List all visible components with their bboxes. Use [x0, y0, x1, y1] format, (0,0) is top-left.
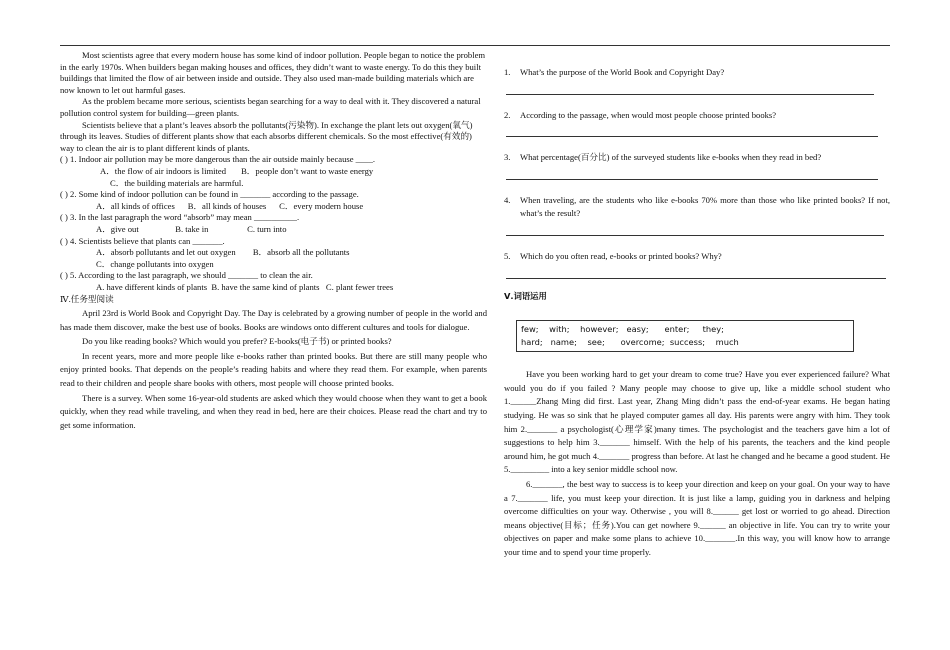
- question-4: ( ) 4. Scientists believe that plants can _______.: [60, 235, 225, 246]
- question-number: 1.: [504, 67, 511, 77]
- passage-paragraph: As the problem became more serious, scientists began searching for a way to deal with it. They discovered a natural pollution control system for building—green plants.: [60, 96, 481, 118]
- question-text: Which do you often read, e-books or printed books? Why?: [520, 250, 722, 261]
- passage2-paragraph: Do you like reading books? Which would you prefer? E-books(电子书) or printed books?: [82, 336, 392, 347]
- reading-question: [504, 194, 890, 221]
- question-text: What’s the purpose of the World Book and Copyright Day?: [520, 67, 725, 77]
- question-text: What percentage(百分比) of the surveyed students like e-books when they read in bed?: [520, 152, 822, 163]
- word-bank-box: [516, 320, 854, 352]
- answer-line[interactable]: [506, 80, 874, 95]
- question-4-options-ab: A．absorb pollutants and let out oxygen B．absorb all the pollutants: [96, 247, 350, 258]
- section-5-heading: Ⅴ.词语运用: [504, 290, 547, 301]
- question-1-options-ab: [60, 166, 487, 178]
- passage-paragraph: Most scientists agree that every modern house has some kind of indoor pollution. People began to notice the problem in the early 1970s. When builders began making houses and offices, they didn’t want to waste energy. To do this they built buildings that limited the flow of air between inside and outside. They also used man-made building materials which are now known to let out harmful gases.: [60, 50, 486, 95]
- question-4-option-c: C．change pollutants into oxygen: [96, 258, 214, 269]
- top-rule: [60, 45, 890, 46]
- answer-line[interactable]: [506, 264, 886, 279]
- passage2-paragraph: April 23rd is World Book and Copyright Day. The Day is celebrated by a growing number of people in the world and has made them discover, make the best use of books. Books are windows onto different cultures and tools for dialogue.: [60, 308, 487, 332]
- answer-line[interactable]: [506, 122, 878, 137]
- left-column: [60, 50, 487, 432]
- option-a: A．the flow of air indoors is limited: [100, 165, 227, 176]
- question-number: 5.: [504, 250, 511, 261]
- question-5-options: A. have different kinds of plants B. have the same kind of plants C. plant fewer trees: [96, 281, 394, 292]
- section-4-heading: Ⅳ.任务型阅读: [60, 294, 114, 305]
- option-c: C．the building materials are harmful.: [110, 177, 244, 188]
- passage2-paragraph: There is a survey. When some 16-year-old students are asked which they would choose when they want to get a book quickly, when they read while traveling, and when they read in bed, here are their choices. Please read the chart and try to get some information.: [60, 392, 487, 430]
- question-3: ( ) 3. In the last paragraph the word “absorb” may mean __________.: [60, 212, 300, 223]
- reading-question: [504, 250, 890, 264]
- question-3-options: A．give out B. take in C. turn into: [96, 223, 287, 234]
- reading-question: [504, 151, 890, 165]
- answer-line[interactable]: [506, 221, 884, 236]
- question-number: 2.: [504, 109, 511, 120]
- question-text: According to the passage, when would most people choose printed books?: [520, 109, 777, 120]
- question-2-options: A．all kinds of offices B．all kinds of houses C．every modern house: [96, 200, 364, 211]
- word-bank-line: hard; name; see; overcome; success; much: [521, 337, 739, 348]
- passage-paragraph: Scientists believe that a plant’s leaves absorb the pollutants(污染物). In exchange the plant lets out oxygen(氧气) through its leaves. Studies of different plants show that each absorbs different chemicals. So the most effective(有效的) way to clean the air is to plant different kinds of plants.: [60, 119, 473, 153]
- reading-question: [504, 66, 890, 80]
- word-bank-line: few; with; however; easy; enter; they;: [521, 324, 724, 335]
- question-number: 4.: [504, 194, 511, 205]
- right-column: [504, 50, 890, 559]
- option-b: B．people don’t want to waste energy: [241, 165, 374, 176]
- question-2: ( ) 2. Some kind of indoor pollution can be found in _______ according to the passage.: [60, 189, 359, 200]
- cloze-paragraph: 6._______, the best way to success is to keep your direction and keep on your goal. On your way to have a 7._______ life, you must keep your direction. It is just like a lamp, guiding you in darkness and helping overcome difficulties on your way. Otherwise , you will 8.______ get lost or worried to go ahead. Direction means objective(目标；任务).You can get nowhere 9.______ an objective in life. You can try to write your objectives on paper and make some plans to achieve 10._______.In this way, you will know how to arrange your time and to spend your time properly.: [504, 478, 890, 557]
- question-1: ( ) 1. Indoor air pollution may be more dangerous than the air outside mainly because ____.: [60, 154, 376, 165]
- passage2-paragraph: In recent years, more and more people like e-books rather than printed books. But there are still many people who enjoy printed books. That depends on the people’s reading habits and where they read them. For example, when parents read to their children and people share books with others, most people will choose printed books.: [60, 350, 487, 389]
- question-number: 3.: [504, 152, 511, 163]
- answer-line[interactable]: [506, 165, 878, 180]
- question-5: ( ) 5. According to the last paragraph, we should _______ to clean the air.: [60, 270, 313, 281]
- cloze-paragraph: Have you been working hard to get your dream to come true? Have you ever experienced failure? What would you do if you failed ? Many people may choose to give up, like a middle school student who 1.______Zhang Ming did first. Last year, Zhang Ming didn’t pass the end-of-year exams. He began hating studying. He was so sink that he played computer games all day. His parents were angry with him. They took him 2._______ a psychologist(心理学家)many times. The psychologist and the teachers gave him a lot of suggestions to help him 3._______ himself. With the help of his parents, the teachers and the kind people around him, he got much 4._______ progress than before. At last he changed and he became a good student. He 5._________ into a key senior middle school now.: [504, 369, 890, 475]
- question-text: When traveling, are the students who like e-books 70% more than those who like printed books? If not, what’s the result?: [520, 194, 890, 219]
- reading-question: [504, 109, 890, 123]
